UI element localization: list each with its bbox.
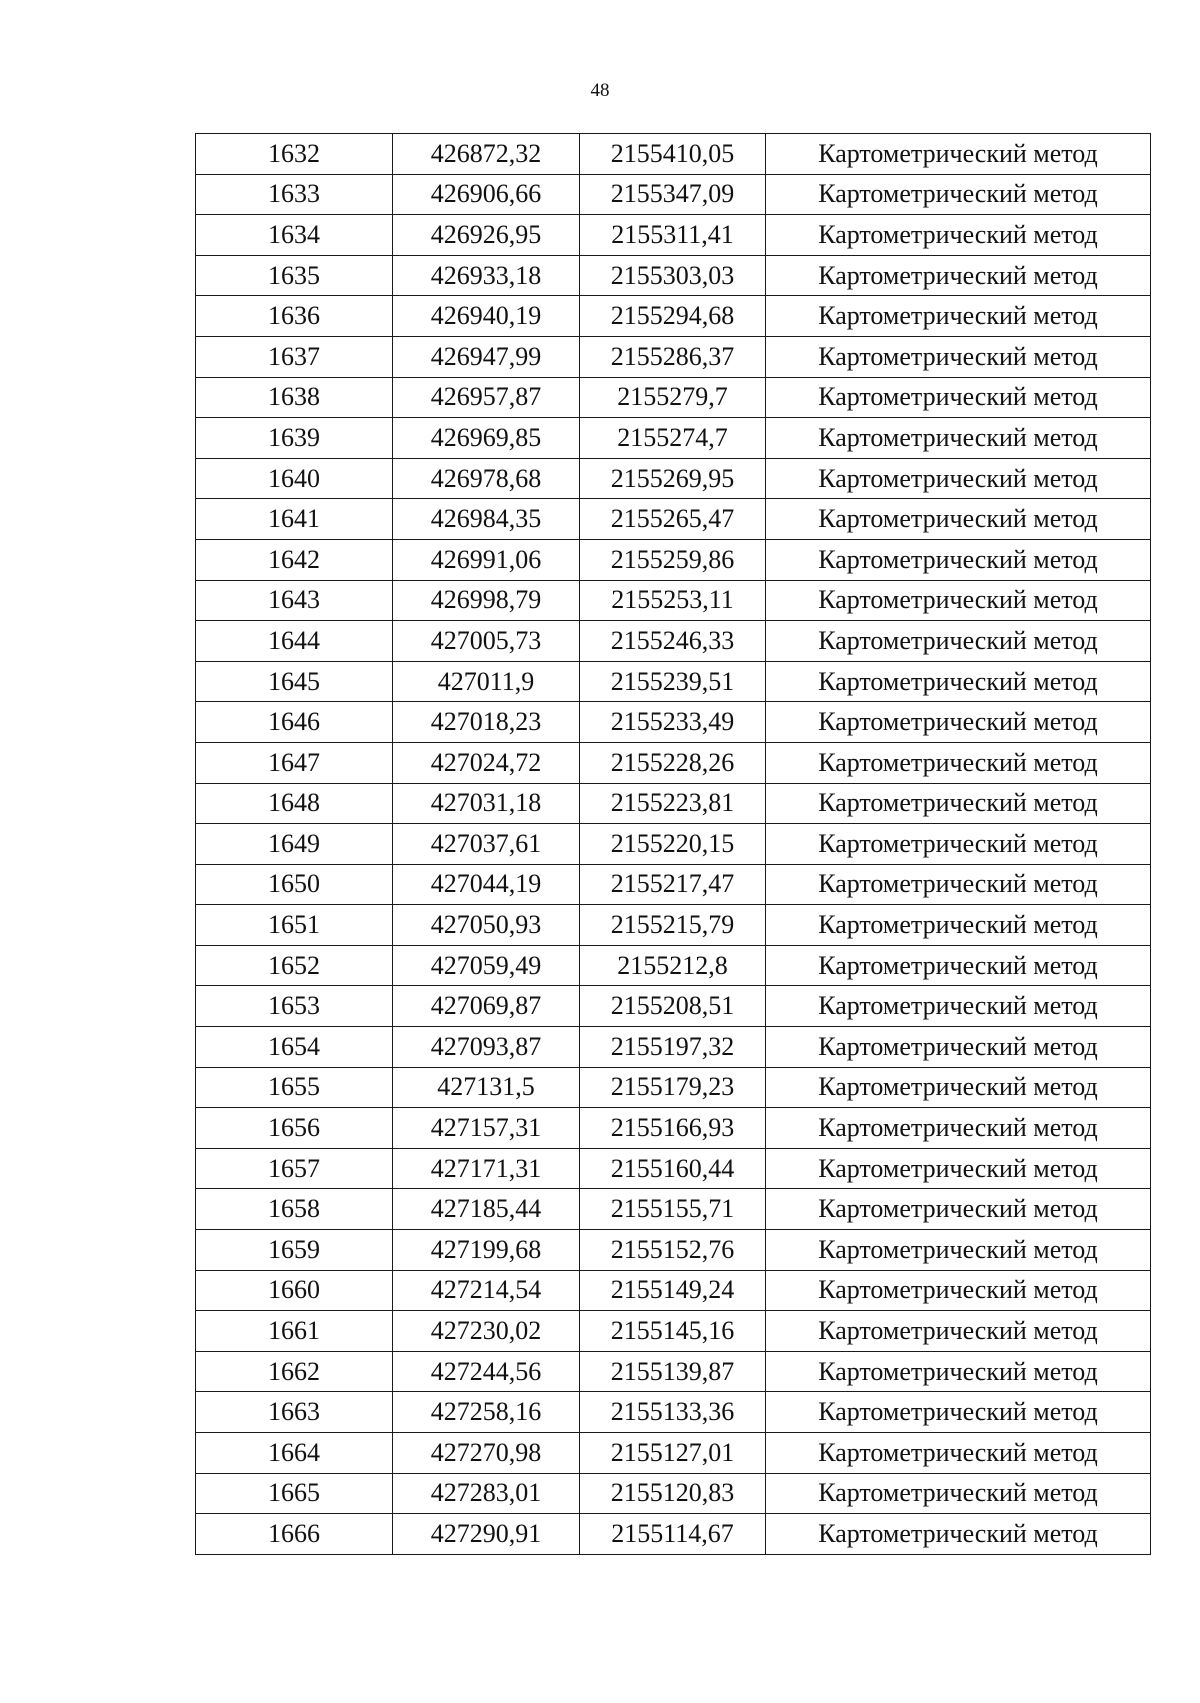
point-number-cell: 1656 (196, 1108, 393, 1149)
method-cell: Картометрический метод (766, 1473, 1151, 1514)
x-coordinate-cell: 426991,06 (393, 539, 580, 580)
point-number-cell: 1643 (196, 580, 393, 621)
table-row (196, 621, 1151, 662)
table-row (196, 1311, 1151, 1352)
method-cell: Картометрический метод (766, 255, 1151, 296)
point-number-cell: 1641 (196, 499, 393, 540)
method-cell: Картометрический метод (766, 621, 1151, 662)
table-row (196, 174, 1151, 215)
table-row (196, 458, 1151, 499)
table-row (196, 215, 1151, 256)
point-number-cell: 1634 (196, 215, 393, 256)
table-row (196, 1148, 1151, 1189)
y-coordinate-cell: 2155279,7 (580, 377, 766, 418)
table-row (196, 905, 1151, 946)
coordinates-table (195, 133, 1151, 1555)
x-coordinate-cell: 427031,18 (393, 783, 580, 824)
y-coordinate-cell: 2155149,24 (580, 1270, 766, 1311)
x-coordinate-cell: 427290,91 (393, 1514, 580, 1555)
table-row (196, 1067, 1151, 1108)
point-number-cell: 1647 (196, 742, 393, 783)
method-cell: Картометрический метод (766, 1351, 1151, 1392)
y-coordinate-cell: 2155133,36 (580, 1392, 766, 1433)
point-number-cell: 1657 (196, 1148, 393, 1189)
table-row (196, 499, 1151, 540)
x-coordinate-cell: 427199,68 (393, 1230, 580, 1271)
point-number-cell: 1652 (196, 945, 393, 986)
table-row (196, 336, 1151, 377)
method-cell: Картометрический метод (766, 945, 1151, 986)
y-coordinate-cell: 2155145,16 (580, 1311, 766, 1352)
y-coordinate-cell: 2155223,81 (580, 783, 766, 824)
method-cell: Картометрический метод (766, 134, 1151, 175)
y-coordinate-cell: 2155212,8 (580, 945, 766, 986)
table-row (196, 824, 1151, 865)
table-row (196, 864, 1151, 905)
x-coordinate-cell: 427244,56 (393, 1351, 580, 1392)
point-number-cell: 1655 (196, 1067, 393, 1108)
coordinates-table-body (196, 134, 1151, 1555)
method-cell: Картометрический метод (766, 1108, 1151, 1149)
y-coordinate-cell: 2155274,7 (580, 418, 766, 459)
point-number-cell: 1645 (196, 661, 393, 702)
y-coordinate-cell: 2155217,47 (580, 864, 766, 905)
table-row (196, 134, 1151, 175)
y-coordinate-cell: 2155228,26 (580, 742, 766, 783)
point-number-cell: 1632 (196, 134, 393, 175)
method-cell: Картометрический метод (766, 296, 1151, 337)
table-row (196, 1230, 1151, 1271)
method-cell: Картометрический метод (766, 1230, 1151, 1271)
table-row (196, 1189, 1151, 1230)
point-number-cell: 1664 (196, 1433, 393, 1474)
x-coordinate-cell: 427185,44 (393, 1189, 580, 1230)
method-cell: Картометрический метод (766, 1433, 1151, 1474)
table-row (196, 1270, 1151, 1311)
y-coordinate-cell: 2155220,15 (580, 824, 766, 865)
point-number-cell: 1638 (196, 377, 393, 418)
y-coordinate-cell: 2155259,86 (580, 539, 766, 580)
y-coordinate-cell: 2155197,32 (580, 1027, 766, 1068)
method-cell: Картометрический метод (766, 783, 1151, 824)
point-number-cell: 1633 (196, 174, 393, 215)
point-number-cell: 1665 (196, 1473, 393, 1514)
x-coordinate-cell: 426940,19 (393, 296, 580, 337)
point-number-cell: 1662 (196, 1351, 393, 1392)
point-number-cell: 1666 (196, 1514, 393, 1555)
table-row (196, 418, 1151, 459)
point-number-cell: 1649 (196, 824, 393, 865)
table-row (196, 296, 1151, 337)
point-number-cell: 1653 (196, 986, 393, 1027)
point-number-cell: 1637 (196, 336, 393, 377)
table-row (196, 945, 1151, 986)
method-cell: Картометрический метод (766, 336, 1151, 377)
y-coordinate-cell: 2155127,01 (580, 1433, 766, 1474)
method-cell: Картометрический метод (766, 1392, 1151, 1433)
x-coordinate-cell: 427258,16 (393, 1392, 580, 1433)
y-coordinate-cell: 2155179,23 (580, 1067, 766, 1108)
method-cell: Картометрический метод (766, 1270, 1151, 1311)
y-coordinate-cell: 2155269,95 (580, 458, 766, 499)
x-coordinate-cell: 427018,23 (393, 702, 580, 743)
x-coordinate-cell: 427131,5 (393, 1067, 580, 1108)
table-row (196, 986, 1151, 1027)
table-row (196, 1473, 1151, 1514)
x-coordinate-cell: 427171,31 (393, 1148, 580, 1189)
method-cell: Картометрический метод (766, 377, 1151, 418)
table-row (196, 783, 1151, 824)
point-number-cell: 1650 (196, 864, 393, 905)
table-row (196, 1514, 1151, 1555)
x-coordinate-cell: 426957,87 (393, 377, 580, 418)
x-coordinate-cell: 426947,99 (393, 336, 580, 377)
y-coordinate-cell: 2155410,05 (580, 134, 766, 175)
x-coordinate-cell: 427050,93 (393, 905, 580, 946)
table-row (196, 539, 1151, 580)
y-coordinate-cell: 2155152,76 (580, 1230, 766, 1271)
table-row (196, 702, 1151, 743)
x-coordinate-cell: 426933,18 (393, 255, 580, 296)
point-number-cell: 1636 (196, 296, 393, 337)
method-cell: Картометрический метод (766, 1148, 1151, 1189)
x-coordinate-cell: 427093,87 (393, 1027, 580, 1068)
x-coordinate-cell: 427214,54 (393, 1270, 580, 1311)
point-number-cell: 1663 (196, 1392, 393, 1433)
y-coordinate-cell: 2155253,11 (580, 580, 766, 621)
y-coordinate-cell: 2155120,83 (580, 1473, 766, 1514)
method-cell: Картометрический метод (766, 580, 1151, 621)
y-coordinate-cell: 2155215,79 (580, 905, 766, 946)
y-coordinate-cell: 2155114,67 (580, 1514, 766, 1555)
x-coordinate-cell: 427230,02 (393, 1311, 580, 1352)
method-cell: Картометрический метод (766, 215, 1151, 256)
point-number-cell: 1651 (196, 905, 393, 946)
point-number-cell: 1658 (196, 1189, 393, 1230)
method-cell: Картометрический метод (766, 661, 1151, 702)
point-number-cell: 1642 (196, 539, 393, 580)
table-row (196, 1108, 1151, 1149)
x-coordinate-cell: 427024,72 (393, 742, 580, 783)
y-coordinate-cell: 2155265,47 (580, 499, 766, 540)
y-coordinate-cell: 2155286,37 (580, 336, 766, 377)
y-coordinate-cell: 2155239,51 (580, 661, 766, 702)
y-coordinate-cell: 2155208,51 (580, 986, 766, 1027)
table-row (196, 661, 1151, 702)
point-number-cell: 1654 (196, 1027, 393, 1068)
method-cell: Картометрический метод (766, 418, 1151, 459)
y-coordinate-cell: 2155311,41 (580, 215, 766, 256)
x-coordinate-cell: 426926,95 (393, 215, 580, 256)
table-row (196, 742, 1151, 783)
y-coordinate-cell: 2155303,03 (580, 255, 766, 296)
table-row (196, 580, 1151, 621)
method-cell: Картометрический метод (766, 824, 1151, 865)
x-coordinate-cell: 427059,49 (393, 945, 580, 986)
table-row (196, 1433, 1151, 1474)
method-cell: Картометрический метод (766, 1311, 1151, 1352)
y-coordinate-cell: 2155233,49 (580, 702, 766, 743)
x-coordinate-cell: 427044,19 (393, 864, 580, 905)
method-cell: Картометрический метод (766, 1027, 1151, 1068)
method-cell: Картометрический метод (766, 702, 1151, 743)
y-coordinate-cell: 2155166,93 (580, 1108, 766, 1149)
point-number-cell: 1635 (196, 255, 393, 296)
table-row (196, 1027, 1151, 1068)
method-cell: Картометрический метод (766, 1189, 1151, 1230)
method-cell: Картометрический метод (766, 539, 1151, 580)
point-number-cell: 1659 (196, 1230, 393, 1271)
method-cell: Картометрический метод (766, 499, 1151, 540)
method-cell: Картометрический метод (766, 1067, 1151, 1108)
point-number-cell: 1640 (196, 458, 393, 499)
x-coordinate-cell: 426906,66 (393, 174, 580, 215)
table-row (196, 1351, 1151, 1392)
method-cell: Картометрический метод (766, 986, 1151, 1027)
table-row (196, 1392, 1151, 1433)
x-coordinate-cell: 427283,01 (393, 1473, 580, 1514)
x-coordinate-cell: 427037,61 (393, 824, 580, 865)
method-cell: Картометрический метод (766, 174, 1151, 215)
x-coordinate-cell: 427157,31 (393, 1108, 580, 1149)
x-coordinate-cell: 427270,98 (393, 1433, 580, 1474)
page-number: 48 (590, 80, 610, 101)
x-coordinate-cell: 426998,79 (393, 580, 580, 621)
x-coordinate-cell: 427069,87 (393, 986, 580, 1027)
y-coordinate-cell: 2155294,68 (580, 296, 766, 337)
x-coordinate-cell: 426969,85 (393, 418, 580, 459)
method-cell: Картометрический метод (766, 864, 1151, 905)
y-coordinate-cell: 2155347,09 (580, 174, 766, 215)
table-row (196, 255, 1151, 296)
point-number-cell: 1639 (196, 418, 393, 459)
method-cell: Картометрический метод (766, 1514, 1151, 1555)
x-coordinate-cell: 426872,32 (393, 134, 580, 175)
y-coordinate-cell: 2155160,44 (580, 1148, 766, 1189)
y-coordinate-cell: 2155139,87 (580, 1351, 766, 1392)
point-number-cell: 1644 (196, 621, 393, 662)
x-coordinate-cell: 427011,9 (393, 661, 580, 702)
point-number-cell: 1661 (196, 1311, 393, 1352)
y-coordinate-cell: 2155246,33 (580, 621, 766, 662)
table-row (196, 377, 1151, 418)
point-number-cell: 1648 (196, 783, 393, 824)
y-coordinate-cell: 2155155,71 (580, 1189, 766, 1230)
point-number-cell: 1646 (196, 702, 393, 743)
x-coordinate-cell: 426978,68 (393, 458, 580, 499)
x-coordinate-cell: 427005,73 (393, 621, 580, 662)
method-cell: Картометрический метод (766, 742, 1151, 783)
method-cell: Картометрический метод (766, 905, 1151, 946)
method-cell: Картометрический метод (766, 458, 1151, 499)
point-number-cell: 1660 (196, 1270, 393, 1311)
x-coordinate-cell: 426984,35 (393, 499, 580, 540)
